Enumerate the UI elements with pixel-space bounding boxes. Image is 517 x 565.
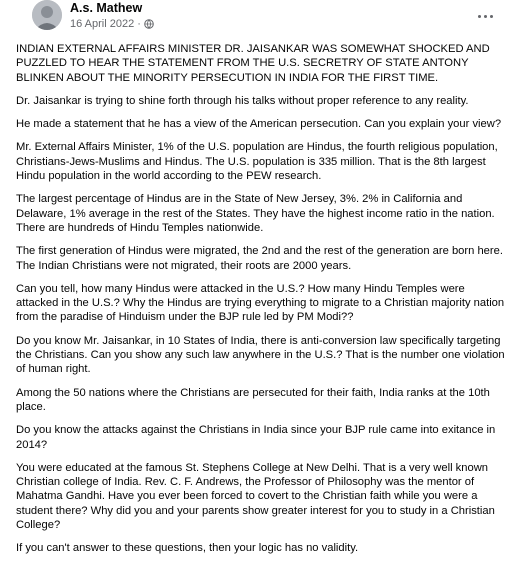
post-paragraph: If you can't answer to these questions, then your logic has no validity. <box>16 542 359 555</box>
post-paragraph: The largest percentage of Hindus are in the State of New Jersey, 3%. 2% in California and Delaware, 1% average in the rest of the States. They have the highest income ratio in the nation. There are hundreds of Hindu Temples nationwide. <box>16 193 495 234</box>
post-paragraph: Can you tell, how many Hindus were attacked in the U.S.? How many Hindu Temples were attacked in the U.S.? Why the Hindus are trying everything to migrate to a Christian majority nation from the paradise of Hinduism under the BJP rule led by PM Modi?? <box>16 282 505 324</box>
post-paragraph: You were educated at the famous St. Stephens College at New Delhi. That is a very well known Christian college of India. Rev. C. F. Andrews, the Professor of Philosophy was the mentor of Mahatma Gandhi. Have you ever been forced to covert to the Christian faith while you were a student there? Why did you and your parents show greater interest for you to study in a Christian College? <box>16 461 495 532</box>
post-paragraph: Do you know Mr. Jaisankar, in 10 States of India, there is anti-conversion law specifically targeting the Christians. Can you show any such law anywhere in the U.S.? That is the number one violation of human right. <box>16 334 505 376</box>
globe-icon <box>144 19 154 29</box>
post-paragraph: Dr. Jaisankar is trying to shine forth through his talks without proper reference to any reality. <box>16 94 469 107</box>
author-name[interactable]: A.s. Mathew <box>70 1 143 15</box>
post-meta <box>70 18 154 30</box>
avatar-image <box>32 0 62 30</box>
post-body <box>0 38 517 565</box>
post-paragraph: He made a statement that he has a view of the American persecution. Can you explain your view? <box>16 118 502 131</box>
avatar[interactable] <box>32 0 62 30</box>
post-paragraph: Mr. External Affairs Minister, 1% of the U.S. population are Hindus, the fourth religious population, Christians-Jews-Muslims and Hindus. The U.S. population is 335 million. That is the 8th largest Hindu population in the world according to the PEW research. <box>16 141 498 183</box>
post-paragraph: Among the 50 nations where the Christians are persecuted for their faith, India ranks at the 10th place. <box>16 386 490 413</box>
meta-separator: · <box>137 18 141 30</box>
post-header <box>16 0 507 38</box>
post-paragraph: INDIAN EXTERNAL AFFAIRS MINISTER DR. JAISANKAR WAS SOMEWHAT SHOCKED AND PUZZLED TO HEAR THE STATEMENT FROM THE U.S. SECRETRY OF STATE ANTONY BLINKEN ABOUT THE MINORITY PERSECUTION IN INDIA FOR THE FIRST TIME. <box>16 43 490 84</box>
more-options-icon[interactable] <box>473 8 497 24</box>
post-date[interactable]: 16 April 2022 <box>70 18 135 30</box>
post-paragraph: The first generation of Hindus were migrated, the 2nd and the rest of the generation are born here. The Indian Christians were not migrated, their roots are 2000 years. <box>16 245 503 272</box>
post-paragraph: Do you know the attacks against the Christians in India since your BJP rule came into exitance in 2014? <box>16 424 496 451</box>
